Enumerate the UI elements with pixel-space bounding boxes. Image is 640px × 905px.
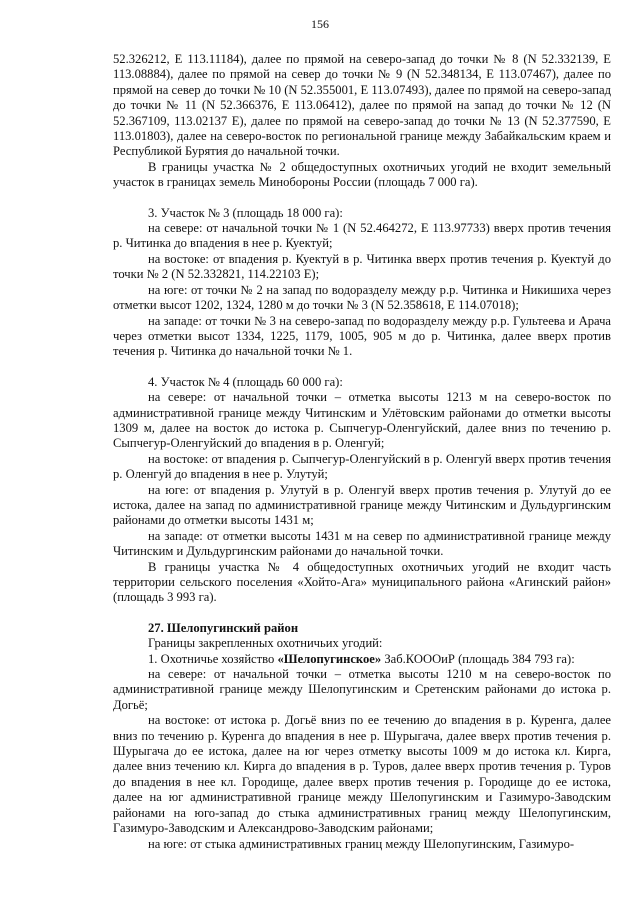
paragraph-gap xyxy=(113,191,611,206)
paragraph xyxy=(113,652,611,667)
paragraph: на востоке: от истока р. Догьё вниз по ее течению до впадения в р. Куренга, далее вниз по течению р. Куренга до впадения в нее р. Шурыгача, далее вверх против течения р. Шурыгача до ее истока, далее на юг через отметку высоты 1009 м до истока кл. Кирга, далее вниз течению кл. Кирга до впадения в р. Туров, далее вверх против течения р. Туров до впадения в нее кл. Городище, далее вверх против течения р. Городище до ее истока, далее на юг административной границе между Шелопугинским и Газимуро-Заводским районами на юго-запад до стыка административных границ между Шелопугинским, Газимуро-Заводским и Александрово-Заводским районами; xyxy=(113,713,611,836)
paragraph: на западе: от отметки высоты 1431 м на север по административной границе между Читинским и Дульдургинским районами до начальной точки. xyxy=(113,528,611,559)
paragraph: 52.326212, E 113.11184), далее по прямой на северо-запад до точки № 8 (N 52.332139, E 113.08884), далее по прямой на север до точки № 9 (N 52.348134, E 113.07467), далее по прямой на север до точки № 10 (N 52.355001, E 113.07493), далее по прямой на северо-запад до точки № 11 (N 52.366376, E 113.06412), далее по прямой на запад до точки № 12 (N 52.367109, 113.02137 E), далее по прямой на северо-запад до точки № 13 (N 52.377590, E 113.01803), далее на северо-восток по региональной границе между Забайкальским краем и Республикой Бурятия до начальной точки. xyxy=(113,52,611,159)
paragraph: на юге: от впадения р. Улутуй в р. Оленгуй вверх против течения р. Улутуй до ее истока, далее на запад по административной границе между Читинским и Дульдургинским районами до отметки высоты 1431 м; xyxy=(113,482,611,528)
paragraph-gap xyxy=(113,606,611,621)
paragraph-gap xyxy=(113,360,611,375)
paragraph: на западе: от точки № 3 на северо-запад по водоразделу между р.р. Гультеева и Арача через отметки высот 1334, 1225, 1179, 1005, 905 м до р. Читинка, далее вверх против течения р. Читинка до начальной точки № 1. xyxy=(113,313,611,359)
section-heading: 27. Шелопугинский район xyxy=(148,620,299,635)
paragraph: Границы закрепленных охотничьих угодий: xyxy=(148,636,383,651)
paragraph: 4. Участок № 4 (площадь 60 000 га): xyxy=(148,374,343,389)
paragraph-text: 1. Охотничье хозяйство xyxy=(148,651,278,666)
paragraph: 3. Участок № 3 (площадь 18 000 га): xyxy=(148,205,343,220)
paragraph: на востоке: от впадения р. Сыпчегур-Оленгуйский в р. Оленгуй вверх против течения р. Оленгуй до впадения в нее р. Улутуй; xyxy=(113,451,611,482)
paragraph: на севере: от начальной точки – отметка высоты 1210 м на северо-восток по административной границе между Шелопугинским и Сретенским районами до истока р. Догьё; xyxy=(113,667,611,712)
paragraph: на востоке: от впадения р. Куектуй в р. Читинка вверх против течения р. Куектуй до точки № 2 (N 52.332821, 114.22103 E); xyxy=(113,251,611,282)
paragraph-text: Заб.КОООиР (площадь 384 793 га): xyxy=(381,651,575,666)
document-body xyxy=(113,52,611,852)
paragraph: В границы участка № 2 общедоступных охотничьих угодий не входит земельный участок в границах земель Минобороны России (площадь 7 000 га). xyxy=(113,159,611,190)
paragraph: В границы участка № 4 общедоступных охотничьих угодий не входит часть территории сельского поселения «Хойто-Ага» муниципального района «Агинский район» (площадь 3 993 га). xyxy=(113,559,611,605)
paragraph: на юге: от стыка административных границ между Шелопугинским, Газимуро- xyxy=(148,836,575,851)
paragraph: на севере: от начальной точки – отметка высоты 1213 м на северо-восток по административной границе между Читинским и Улётовским районами до отметки высоты 1309 м, далее на восток до истока р. Сыпчегур-Оленгуйский, далее вниз по течению р. Сыпчегур-Оленгуйский до впадения в р. Оленгуй; xyxy=(113,390,611,451)
hunting-farm-name: «Шелопугинское» xyxy=(277,651,382,666)
paragraph: на юге: от точки № 2 на запад по водоразделу между р.р. Читинка и Никишиха через отметки высот 1202, 1324, 1280 м до точки № 3 (N 52.358618, E 114.07018); xyxy=(113,282,611,313)
paragraph: на севере: от начальной точки № 1 (N 52.464272, E 113.97733) вверх против течения р. Читинка до впадения в нее р. Куектуй; xyxy=(113,221,611,251)
page-number: 156 xyxy=(311,17,329,31)
